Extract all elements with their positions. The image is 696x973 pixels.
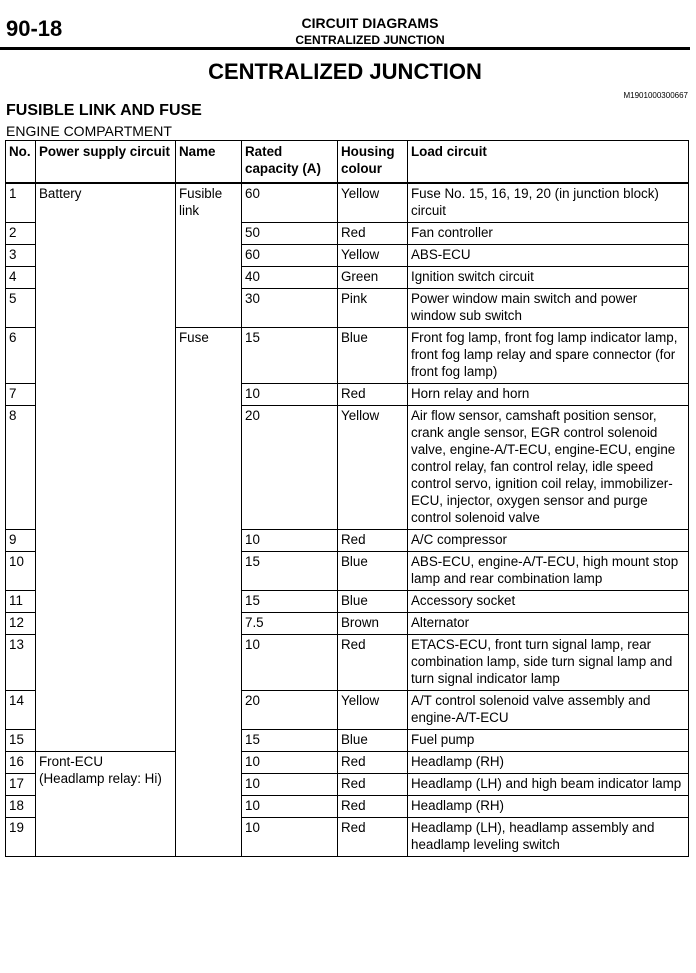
cell-capacity: 10 [242, 635, 338, 691]
cell-load: Power window main switch and power window sub switch [408, 289, 689, 328]
cell-load: Fuse No. 15, 16, 19, 20 (in junction block) circuit [408, 183, 689, 223]
cell-colour: Yellow [338, 691, 408, 730]
cell-no: 16 [6, 752, 36, 774]
cell-no: 18 [6, 796, 36, 818]
cell-colour: Red [338, 223, 408, 245]
col-header-power-supply: Power supply circuit [36, 141, 176, 184]
cell-colour: Red [338, 530, 408, 552]
cell-no: 9 [6, 530, 36, 552]
cell-no: 15 [6, 730, 36, 752]
cell-capacity: 30 [242, 289, 338, 328]
cell-capacity: 60 [242, 245, 338, 267]
cell-colour: Blue [338, 591, 408, 613]
cell-colour: Blue [338, 730, 408, 752]
fuse-table [5, 140, 689, 857]
subsection-heading: ENGINE COMPARTMENT [6, 123, 172, 139]
page-title: CENTRALIZED JUNCTION [208, 59, 482, 84]
cell-load: Headlamp (LH) and high beam indicator lamp [408, 774, 689, 796]
cell-colour: Red [338, 635, 408, 691]
cell-colour: Red [338, 384, 408, 406]
col-header-no: No. [6, 141, 36, 184]
cell-load: ABS-ECU, engine-A/T-ECU, high mount stop lamp and rear combination lamp [408, 552, 689, 591]
cell-colour: Blue [338, 328, 408, 384]
cell-load: Horn relay and horn [408, 384, 689, 406]
cell-capacity: 15 [242, 328, 338, 384]
cell-no: 2 [6, 223, 36, 245]
cell-name: Fuse [176, 328, 242, 857]
cell-load: Air flow sensor, camshaft position sensor, crank angle sensor, EGR control solenoid valve, engine-A/T-ECU, engine-ECU, engine control relay, fan control relay, idle speed control servo, ignition coil relay, immobilizer-ECU, injector, oxygen sensor and purge control solenoid valve [408, 406, 689, 530]
cell-capacity: 60 [242, 183, 338, 223]
cell-load: ETACS-ECU, front turn signal lamp, rear combination lamp, side turn signal lamp and turn signal indicator lamp [408, 635, 689, 691]
col-header-colour: Housing colour [338, 141, 408, 184]
cell-load: Front fog lamp, front fog lamp indicator lamp, front fog lamp relay and spare connector (for front fog lamp) [408, 328, 689, 384]
cell-no: 1 [6, 183, 36, 223]
cell-no: 8 [6, 406, 36, 530]
cell-no: 3 [6, 245, 36, 267]
cell-capacity: 15 [242, 730, 338, 752]
cell-no: 7 [6, 384, 36, 406]
cell-colour: Yellow [338, 406, 408, 530]
document-id: M1901000300667 [623, 91, 688, 100]
cell-colour: Pink [338, 289, 408, 328]
cell-load: Alternator [408, 613, 689, 635]
cell-no: 19 [6, 818, 36, 857]
cell-colour: Brown [338, 613, 408, 635]
cell-load: A/T control solenoid valve assembly and engine-A/T-ECU [408, 691, 689, 730]
cell-no: 6 [6, 328, 36, 384]
cell-load: Ignition switch circuit [408, 267, 689, 289]
cell-no: 14 [6, 691, 36, 730]
cell-capacity: 10 [242, 752, 338, 774]
cell-capacity: 50 [242, 223, 338, 245]
cell-power-supply: Battery [36, 183, 176, 752]
cell-no: 11 [6, 591, 36, 613]
cell-capacity: 10 [242, 530, 338, 552]
table-header-row [6, 141, 689, 184]
cell-load: Fan controller [408, 223, 689, 245]
cell-load: A/C compressor [408, 530, 689, 552]
cell-capacity: 7.5 [242, 613, 338, 635]
cell-colour: Yellow [338, 183, 408, 223]
cell-name: Fusible link [176, 183, 242, 328]
cell-load: ABS-ECU [408, 245, 689, 267]
cell-capacity: 20 [242, 691, 338, 730]
subchapter-title: CENTRALIZED JUNCTION [295, 33, 445, 47]
col-header-name: Name [176, 141, 242, 184]
cell-no: 4 [6, 267, 36, 289]
header-rule [0, 47, 690, 50]
cell-no: 13 [6, 635, 36, 691]
cell-load: Headlamp (RH) [408, 752, 689, 774]
table-row [6, 183, 689, 223]
cell-colour: Green [338, 267, 408, 289]
cell-colour: Red [338, 796, 408, 818]
cell-colour: Yellow [338, 245, 408, 267]
cell-no: 5 [6, 289, 36, 328]
section-heading: FUSIBLE LINK AND FUSE [6, 102, 202, 119]
cell-colour: Blue [338, 552, 408, 591]
cell-power-supply: Front-ECU (Headlamp relay: Hi) [36, 752, 176, 857]
col-header-capacity: Rated capacity (A) [242, 141, 338, 184]
cell-load: Headlamp (LH), headlamp assembly and headlamp leveling switch [408, 818, 689, 857]
cell-capacity: 10 [242, 818, 338, 857]
cell-load: Headlamp (RH) [408, 796, 689, 818]
chapter-title: CIRCUIT DIAGRAMS [301, 15, 439, 31]
cell-capacity: 20 [242, 406, 338, 530]
table-row [6, 752, 689, 774]
cell-no: 17 [6, 774, 36, 796]
cell-capacity: 40 [242, 267, 338, 289]
cell-colour: Red [338, 752, 408, 774]
cell-capacity: 15 [242, 591, 338, 613]
col-header-load: Load circuit [408, 141, 689, 184]
cell-capacity: 10 [242, 796, 338, 818]
cell-no: 12 [6, 613, 36, 635]
table-body [6, 183, 689, 857]
cell-load: Accessory socket [408, 591, 689, 613]
cell-no: 10 [6, 552, 36, 591]
cell-colour: Red [338, 774, 408, 796]
cell-capacity: 10 [242, 384, 338, 406]
cell-load: Fuel pump [408, 730, 689, 752]
cell-capacity: 15 [242, 552, 338, 591]
cell-colour: Red [338, 818, 408, 857]
cell-capacity: 10 [242, 774, 338, 796]
page-number: 90-18 [6, 16, 63, 41]
